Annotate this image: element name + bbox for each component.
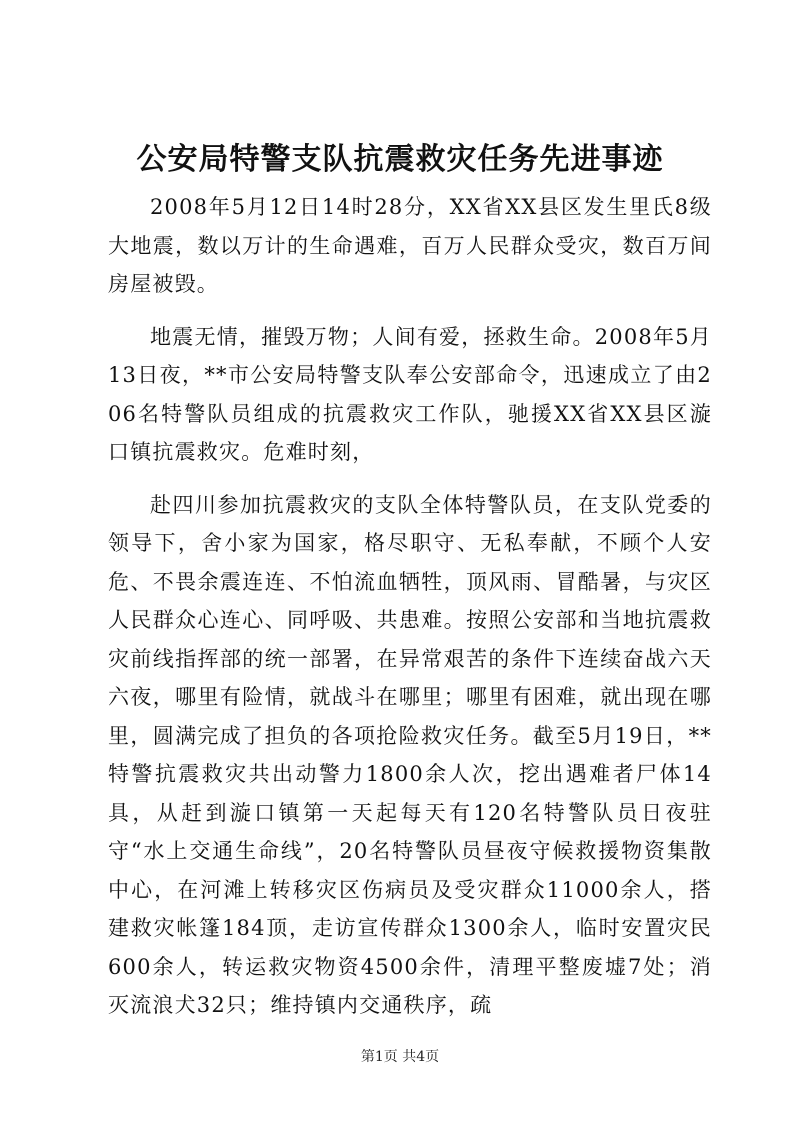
paragraph-achievements: 赴四川参加抗震救灾的支队全体特警队员，在支队党委的领导下，舍小家为国家，格尽职守、无私奉献，不顾个人安危、不畏余震连连、不怕流血牺牲，顶风雨、冒酷暑，与灾区人民群众心连心、同呼吸、共患难。按照公安部和当地抗震救灾前线指挥部的统一部署，在异常艰苦的条件下连续奋战六天六夜，哪里有险情，就战斗在哪里；哪里有困难，就出现在哪里，圆满完成了担负的各项抢险救灾任务。截至5月19日，**特警抗震救灾共出动警力1800余人次，挖出遇难者尸体14具，从赶到漩口镇第一天起每天有120名特警队员日夜驻守“水上交通生命线”，20名特警队员昼夜守候救援物资集散中心，在河滩上转移灾区伤病员及受灾群众11000余人，搭建救灾帐篷184顶，走访宣传群众1300余人，临时安置灾民600余人，转运救灾物资4500余件，清理平整废墟7处；消灭流浪犬32只；维持镇内交通秩序，疏 <box>108 492 712 1017</box>
paragraph-mobilization: 地震无情，摧毁万物；人间有爱，拯救生命。2008年5月13日夜，**市公安局特警支队奉公安部命令，迅速成立了由206名特警队员组成的抗震救灾工作队，驰援XX省XX县区漩口镇抗震救灾。危难时刻， <box>108 324 712 464</box>
page-indicator: 第1页 共4页 <box>360 1049 440 1065</box>
document-body <box>108 188 712 1025</box>
document-title: 公安局特警支队抗震救灾任务先进事迹 <box>136 142 664 177</box>
paragraph-intro: 2008年5月12日14时28分，XX省XX县区发生里氏8级大地震，数以万计的生命遇难，百万人民群众受灾，数百万间房屋被毁。 <box>108 195 712 296</box>
